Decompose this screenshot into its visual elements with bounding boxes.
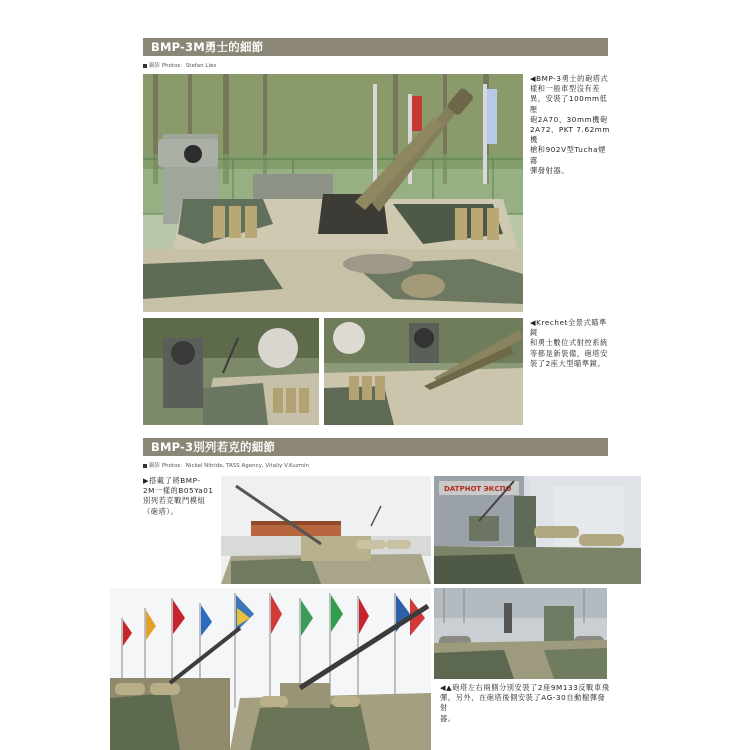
- photo-turret-rear: [434, 588, 607, 679]
- photo-berezhok-module: [221, 476, 431, 584]
- caption-sights: ◀Krechet全景式瞄準鏡 和勇士數位式射控系統 等都是新裝備，砲塔安 裝了2座大型瞄準鏡。: [530, 318, 608, 368]
- photo-atgm-launchers: [434, 476, 641, 584]
- photo-parade-flags: [110, 588, 431, 750]
- sign-text: DATPHOT ЭКСПО: [444, 485, 512, 493]
- section-header-bar-2: [143, 438, 608, 456]
- section-title: BMP-3M勇士的細節: [151, 40, 264, 54]
- section-title-2: BMP-3別列若克的細節: [151, 440, 276, 454]
- credit-square-icon: [143, 64, 147, 68]
- credit-square-icon: [143, 464, 147, 468]
- caption-atgm: ◀▲砲塔左右兩側分別安裝了2座9M133反戰車飛 彈。另外，在砲塔後側安裝了AG-30自動榴彈發射 器。: [440, 683, 610, 723]
- caption-turret: ◀BMP-3勇士的砲塔式 樣和一般車型沒有差 異，安裝了100mm低壓 砲2A70、30mm機砲 2A72、PKT 7.62mm機 槍和902V型Tucha煙霧 彈發射器。: [530, 74, 610, 175]
- caption-berezhok: ▶搭載了將BMP- 2M一樣的B05Ya01 別列若克戰鬥模組 （砲塔）。: [143, 476, 214, 516]
- photo-credit-2: 攝影 Photos：Nickel Nitride, TASS Agency, Vitaliy V.Kuzmin: [143, 461, 309, 469]
- photo-credit: 攝影 Photos：Stefan Lies: [143, 61, 216, 69]
- photo-sight-right: [324, 318, 523, 425]
- photo-sight-left: [143, 318, 319, 425]
- section-header-bar: [143, 38, 608, 56]
- photo-bmp3m-turret: [143, 74, 523, 312]
